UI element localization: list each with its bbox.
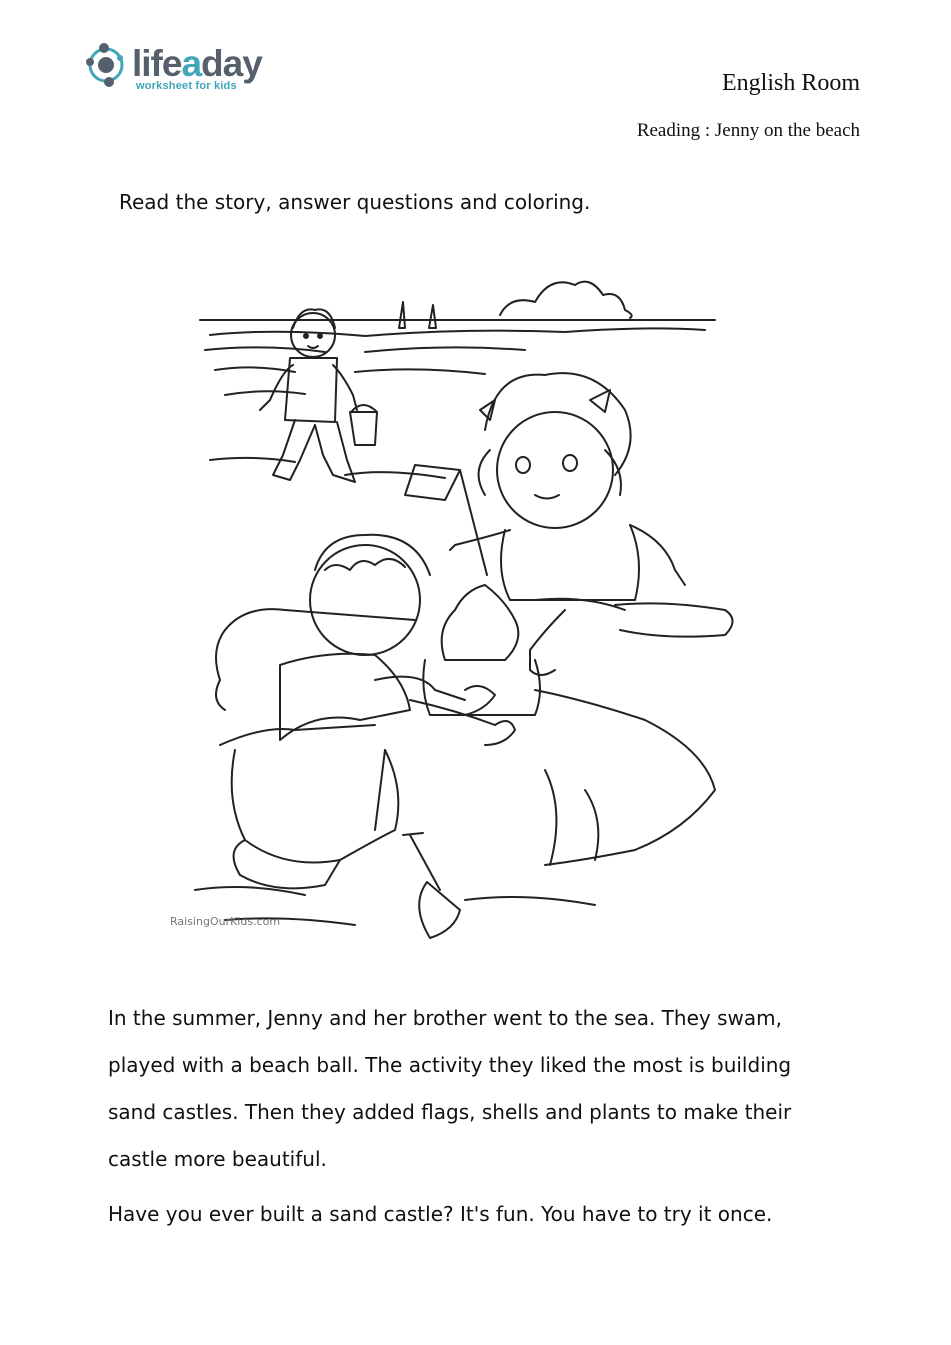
page-header-subtitle: Reading : Jenny on the beach xyxy=(636,120,860,141)
story-paragraph: In the summer, Jenny and her brother went to the sea. They swam, played with a beach ball. The activity they liked the most is building sand castles. Then they added flags, shells and plants to make their castle more beautiful. xyxy=(108,1006,792,1171)
page-header-title: English Room xyxy=(721,70,860,96)
story-question: Have you ever built a sand castle? It's fun. You have to try it once. xyxy=(108,1202,773,1226)
logo-tagline: worksheet for kids xyxy=(136,80,237,92)
logo-wordmark: lifeaday xyxy=(132,43,262,84)
beach-coloring-picture-icon xyxy=(165,270,745,960)
lifeaday-logo xyxy=(82,40,282,100)
molecule-logo-icon xyxy=(82,40,132,90)
instruction-text: Read the story, answer questions and coloring. xyxy=(119,190,591,214)
image-credit: RaisingOurKids.com xyxy=(170,915,281,928)
